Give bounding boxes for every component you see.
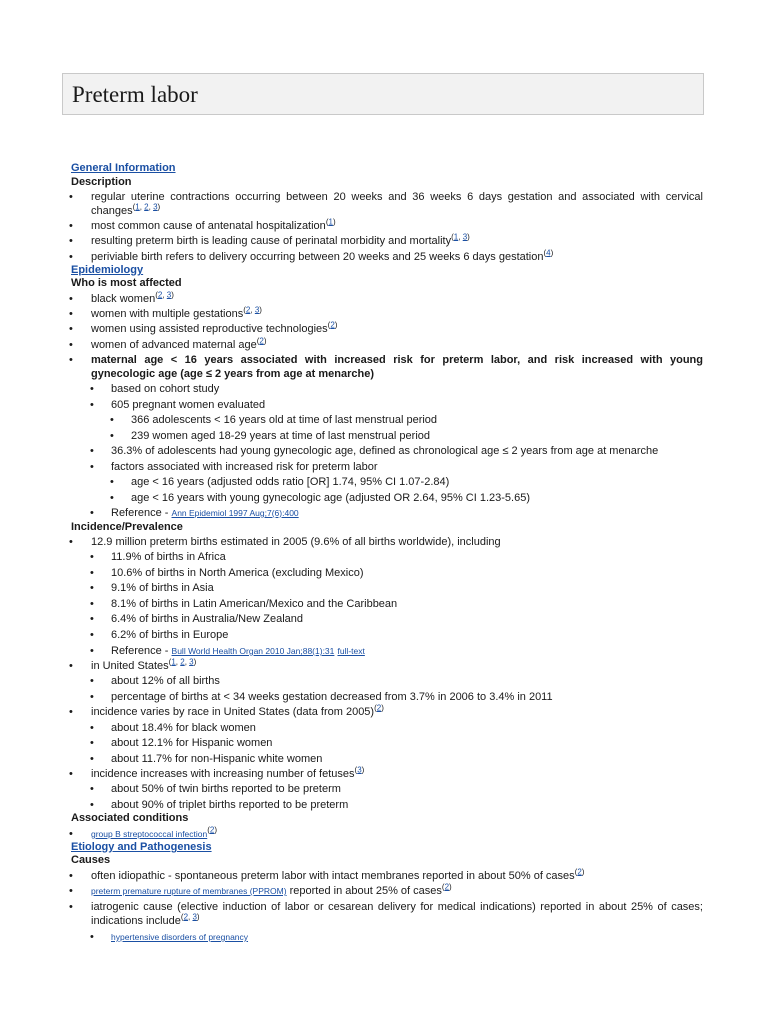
- list-item: 239 women aged 18-29 years at time of last menstrual period: [131, 430, 430, 442]
- bullet-icon: •: [69, 251, 73, 263]
- list-item: often idiopathic - spontaneous preterm labor with intact membranes reported in about 50% of cases$^{(2)}$: [91, 867, 585, 882]
- bullet-icon: •: [90, 383, 94, 395]
- list-item-text: women with multiple gestations: [91, 308, 244, 320]
- bullet-icon: •: [69, 323, 73, 335]
- bullet-icon: •: [69, 293, 73, 305]
- list-item: most common cause of antenatal hospitalization$^{(1)}$: [91, 217, 336, 232]
- bullet-icon: •: [90, 675, 94, 687]
- list-item: 9.1% of births in Asia: [111, 582, 214, 594]
- bullet-icon: •: [90, 783, 94, 795]
- citation-link[interactable]: 2: [444, 882, 450, 892]
- list-item: about 11.7% for non-Hispanic white women: [111, 753, 323, 765]
- bullet-icon: •: [90, 598, 94, 610]
- list-item: incidence increases with increasing number of fetuses$^{(3)}$: [91, 765, 365, 780]
- citation-link[interactable]: 2: [209, 825, 215, 835]
- list-item: indications include$^{(2, 3)}$: [91, 912, 200, 927]
- bullet-icon: •: [69, 870, 73, 882]
- list-item: about 90% of triplet births reported to be preterm: [111, 799, 349, 811]
- bullet-icon: •: [90, 582, 94, 594]
- citation-link[interactable]: 1: [328, 217, 333, 227]
- page-title-box: [62, 73, 704, 115]
- bullet-icon: •: [90, 722, 94, 734]
- list-item-text: incidence increases with increasing number of fetuses: [91, 768, 355, 780]
- list-item: 8.1% of births in Latin American/Mexico and the Caribbean: [111, 598, 398, 610]
- list-item-text: in United States: [91, 660, 169, 672]
- list-item: group B streptococcal infection$^{(2)}$: [91, 825, 218, 839]
- subheading-incidence: Incidence/Prevalence: [71, 521, 183, 533]
- list-item: age < 16 years (adjusted odds ratio [OR] 1.74, 95% CI 1.07-2.84): [131, 476, 450, 488]
- list-item-text: black women: [91, 293, 156, 305]
- bullet-icon: •: [90, 507, 94, 519]
- list-item-text: incidence varies by race in United States (data from 2005): [91, 706, 375, 718]
- list-item-text: reported in about 25% of cases: [286, 885, 442, 897]
- bullet-icon: •: [69, 191, 73, 203]
- list-item: incidence varies by race in United States (data from 2005)$^{(2)}$: [91, 703, 384, 718]
- bullet-icon: •: [69, 235, 73, 247]
- bullet-icon: •: [69, 885, 73, 897]
- citation-link[interactable]: 4: [546, 248, 551, 258]
- subheading-description: Description: [71, 176, 132, 188]
- list-item-text: indications include: [91, 915, 181, 927]
- list-item-text: often idiopathic - spontaneous preterm labor with intact membranes reported in about 50% of cases: [91, 870, 575, 882]
- bullet-icon: •: [110, 492, 114, 504]
- citation-link[interactable]: 3: [153, 202, 158, 212]
- bullet-icon: •: [90, 461, 94, 473]
- citation-link[interactable]: 3: [254, 305, 260, 315]
- bullet-icon: •: [110, 476, 114, 488]
- bullet-icon: •: [110, 430, 114, 442]
- bullet-icon: •: [90, 567, 94, 579]
- list-item: resulting preterm birth is leading cause of perinatal morbidity and mortality$^{(1, 3)}$: [91, 232, 470, 247]
- list-item-text: women using assisted reproductive technologies: [91, 323, 328, 335]
- bullet-icon: •: [69, 706, 73, 718]
- list-item: 10.6% of births in North America (excluding Mexico): [111, 567, 364, 579]
- list-item: percentage of births at < 34 weeks gestation decreased from 3.7% in 2006 to 3.4% in 2011: [111, 691, 553, 703]
- citation-link[interactable]: 2: [330, 320, 335, 330]
- citation-link[interactable]: 1: [135, 202, 140, 212]
- list-item-text: periviable birth refers to delivery occurring between 20 weeks and 25 weeks 6 days gestation: [91, 251, 544, 263]
- citation-link[interactable]: 3: [462, 232, 468, 242]
- bullet-icon: •: [90, 691, 94, 703]
- citation-link[interactable]: 2: [144, 202, 149, 212]
- reference-link[interactable]: Ann Epidemiol 1997 Aug;7(6):400: [171, 508, 299, 518]
- citation-link[interactable]: 2: [157, 290, 163, 300]
- citation-link[interactable]: 1: [453, 232, 459, 242]
- list-item: gynecologic age (age ≤ 2 years from age at menarche): [91, 368, 374, 380]
- list-item: [111, 506, 299, 520]
- bullet-icon: •: [69, 768, 73, 780]
- list-item: factors associated with increased risk for preterm labor: [111, 461, 378, 473]
- citation-link[interactable]: 1: [171, 657, 176, 667]
- list-item: maternal age < 16 years associated with increased risk for preterm labor, and risk increased with young: [91, 354, 703, 366]
- list-item-text: women of advanced maternal age: [91, 339, 257, 351]
- list-item: 6.4% of births in Australia/New Zealand: [111, 613, 303, 625]
- list-item: women with multiple gestations$^{(2, 3)}$: [91, 305, 262, 320]
- condition-link[interactable]: group B streptococcal infection: [91, 829, 208, 839]
- citation-link[interactable]: 3: [189, 657, 194, 667]
- list-item: changes$^{(1, 2, 3)}$: [91, 202, 161, 217]
- list-item: women using assisted reproductive technologies$^{(2)}$: [91, 320, 338, 335]
- full-text-link[interactable]: full-text: [337, 646, 365, 656]
- list-item: 11.9% of births in Africa: [111, 551, 226, 563]
- list-item-text: changes: [91, 205, 133, 217]
- list-item: based on cohort study: [111, 383, 220, 395]
- list-item: 36.3% of adolescents had young gynecologic age, defined as chronological age ≤ 2 years from age at menarche: [111, 445, 659, 457]
- bullet-icon: •: [69, 308, 73, 320]
- bullet-icon: •: [110, 414, 114, 426]
- bullet-icon: •: [90, 629, 94, 641]
- list-item: in United States$^{(1, 2, 3)}$: [91, 657, 197, 672]
- list-item: regular uterine contractions occurring between 20 weeks and 36 weeks 6 days gestation and associated with cervical: [91, 191, 703, 203]
- citation-link[interactable]: 3: [166, 290, 172, 300]
- list-item: about 18.4% for black women: [111, 722, 256, 734]
- bullet-icon: •: [90, 737, 94, 749]
- bullet-icon: •: [90, 931, 94, 943]
- list-item: [111, 930, 248, 944]
- list-item: 6.2% of births in Europe: [111, 629, 229, 641]
- citation-link[interactable]: 2: [577, 867, 582, 877]
- bullet-icon: •: [69, 220, 73, 232]
- section-link-etiology[interactable]: Etiology and Pathogenesis: [71, 841, 212, 853]
- bullet-icon: •: [90, 645, 94, 657]
- citation-link[interactable]: 2: [245, 305, 251, 315]
- bullet-icon: •: [90, 613, 94, 625]
- reference-link[interactable]: Bull World Health Organ 2010 Jan;88(1):31: [171, 646, 335, 656]
- subheading-who-affected: Who is most affected: [71, 277, 182, 289]
- list-item: age < 16 years with young gynecologic age (adjusted OR 2.64, 95% CI 1.23-5.65): [131, 492, 530, 504]
- list-item: about 12.1% for Hispanic women: [111, 737, 273, 749]
- page-title: Preterm labor: [72, 82, 198, 107]
- list-item-text: Reference -: [111, 645, 172, 657]
- pprom-link[interactable]: preterm premature rupture of membranes (PPROM): [91, 886, 287, 896]
- citation-link[interactable]: 2: [180, 657, 185, 667]
- section-link-epidemiology[interactable]: Epidemiology: [71, 264, 144, 276]
- list-item: iatrogenic cause (elective induction of labor or cesarean delivery for medical indications) reported in about 25% of cases;: [91, 901, 703, 913]
- list-item-text: Reference -: [111, 507, 172, 519]
- citation-link[interactable]: 2: [376, 703, 382, 713]
- list-item-text: resulting preterm birth is leading cause of perinatal morbidity and mortality: [91, 235, 452, 247]
- citation-link[interactable]: 3: [357, 765, 362, 775]
- list-item-text: most common cause of antenatal hospitalization: [91, 220, 326, 232]
- list-item: periviable birth refers to delivery occurring between 20 weeks and 25 weeks 6 days gestation$^{(4)}$: [91, 248, 554, 263]
- list-item: 12.9 million preterm births estimated in 2005 (9.6% of all births worldwide), including: [91, 536, 501, 548]
- bullet-icon: •: [90, 799, 94, 811]
- section-link-general-information[interactable]: General Information: [71, 162, 176, 174]
- bullet-icon: •: [90, 399, 94, 411]
- bullet-icon: •: [90, 753, 94, 765]
- bullet-icon: •: [69, 901, 73, 913]
- list-item: 366 adolescents < 16 years old at time of last menstrual period: [131, 414, 438, 426]
- list-item: women of advanced maternal age$^{(2)}$: [91, 336, 267, 351]
- citation-link[interactable]: 3: [192, 912, 197, 922]
- citation-link[interactable]: 2: [183, 912, 189, 922]
- bullet-icon: •: [69, 660, 73, 672]
- list-item: [111, 644, 365, 658]
- bullet-icon: •: [69, 339, 73, 351]
- bullet-icon: •: [90, 551, 94, 563]
- citation-link[interactable]: 2: [259, 336, 264, 346]
- hypertensive-disorders-link[interactable]: hypertensive disorders of pregnancy: [111, 932, 249, 942]
- list-item: black women$^{(2, 3)}$: [91, 290, 174, 305]
- subheading-causes: Causes: [71, 854, 111, 866]
- list-item: about 12% of all births: [111, 675, 220, 687]
- bullet-icon: •: [69, 536, 73, 548]
- bullet-icon: •: [69, 828, 73, 840]
- bullet-icon: •: [90, 445, 94, 457]
- subheading-associated-conditions: Associated conditions: [71, 812, 189, 824]
- bullet-icon: •: [69, 354, 73, 366]
- list-item: 605 pregnant women evaluated: [111, 399, 266, 411]
- list-item: preterm premature rupture of membranes (PPROM) reported in about 25% of cases$^{(2)}$: [91, 882, 452, 897]
- list-item: about 50% of twin births reported to be preterm: [111, 783, 341, 795]
